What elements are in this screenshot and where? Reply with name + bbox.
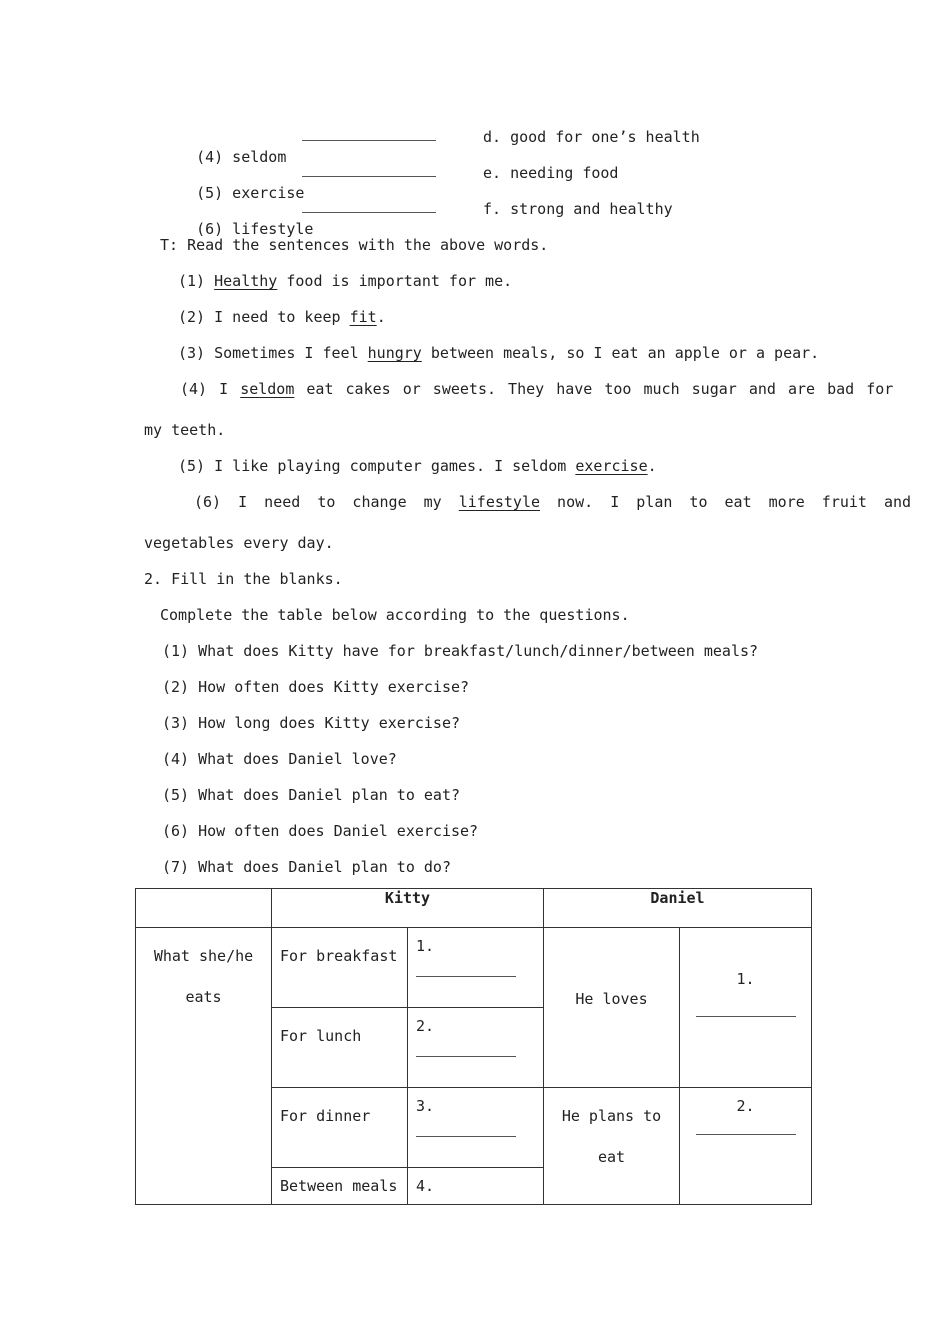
match-blank-6[interactable] [302,199,436,217]
sentence-text: (3) Sometimes I feel [178,344,368,362]
daniel-plans-label: He plans to eat [561,1107,662,1166]
sentence-5 [178,456,657,476]
sentence-text: (1) [178,272,215,290]
sentence-3 [178,343,819,363]
match-def-d: d. good for one’s health [483,128,700,146]
section-2-title: 2. Fill in the blanks. [144,570,343,588]
answer-number: 2. [736,1097,755,1115]
answer-number: 2. [416,1017,435,1035]
answer-blank[interactable] [416,1056,516,1057]
sentence-text: (4) I [180,380,241,398]
match-word: (4) seldom [196,148,287,166]
answer-number: 1. [416,937,435,955]
daniel-loves-cell [544,928,680,1088]
answer-blank[interactable] [416,1136,516,1137]
question-7: (7) What does Daniel plan to do? [162,858,451,876]
kitty-row-label [272,1168,408,1205]
underlined-word: lifestyle [458,493,541,511]
kitty-answer-cell[interactable] [408,928,544,1008]
match-word: (5) exercise [196,184,305,202]
table-corner-cell [136,889,272,928]
daniel-plans-cell [544,1088,680,1205]
question-4: (4) What does Daniel love? [162,750,397,768]
sentence-4-cont: my teeth. [144,421,226,439]
sentence-text: . [647,457,657,475]
read-instruction: T: Read the sentences with the above words. [160,236,549,254]
underlined-word: Healthy [214,272,278,290]
sentence-4 [180,379,893,399]
match-blank-5[interactable] [302,163,436,181]
answer-number: 3. [416,1097,435,1115]
sentence-text: food is important for me. [277,272,513,290]
answer-number: 1. [736,970,755,988]
answer-number: 4. [416,1177,435,1195]
header-kitty: Kitty [272,889,544,928]
daniel-loves-answer[interactable] [680,928,812,1088]
sentence-text: now. I plan to eat more fruit and [540,493,912,511]
question-6: (6) How often does Daniel exercise? [162,822,479,840]
sentence-2 [178,307,386,327]
section-2-instruction: Complete the table below according to the questions. [160,606,630,624]
underlined-word: hungry [367,344,422,362]
sentence-6-cont: vegetables every day. [144,534,334,552]
sentence-text: (2) I need to keep [178,308,350,326]
sentence-text: (6) I need to change my [194,493,459,511]
kitty-row-label [272,1088,408,1168]
sentence-text: . [376,308,386,326]
match-def-e: e. needing food [483,164,619,182]
sentence-6 [194,492,911,512]
daniel-loves-label: He loves [575,990,648,1008]
sentence-text: (5) I like playing computer games. I seldom [178,457,576,475]
sentence-1 [178,271,512,291]
row-label-cell [136,928,272,1205]
label-lunch: For lunch [280,1027,362,1045]
label-dinner: For dinner [280,1107,371,1125]
underlined-word: exercise [575,457,648,475]
match-item-5 [178,163,304,203]
answer-blank[interactable] [696,1016,796,1017]
match-def-f: f. strong and healthy [483,200,673,218]
underlined-word: fit [349,308,377,326]
answer-blank[interactable] [416,976,516,977]
label-between-meals: Between meals [280,1177,398,1195]
answer-table [135,888,812,1205]
question-1: (1) What does Kitty have for breakfast/lunch/dinner/between meals? [162,642,759,660]
question-2: (2) How often does Kitty exercise? [162,678,470,696]
underlined-word: seldom [240,380,295,398]
match-item-4 [178,127,286,167]
question-3: (3) How long does Kitty exercise? [162,714,461,732]
match-item-6 [178,199,313,239]
match-word: (6) lifestyle [196,220,314,238]
kitty-row-label [272,1008,408,1088]
kitty-answer-cell[interactable] [408,1008,544,1088]
kitty-answer-cell[interactable] [408,1088,544,1168]
question-5: (5) What does Daniel plan to eat? [162,786,461,804]
daniel-plans-answer[interactable] [680,1088,812,1205]
row-label: What she/he eats [153,947,254,1006]
kitty-answer-cell[interactable] [408,1168,544,1205]
sentence-text: between meals, so I eat an apple or a pear. [421,344,820,362]
kitty-row-label [272,928,408,1008]
sentence-text: eat cakes or sweets. They have too much sugar and are bad for [294,380,894,398]
match-blank-4[interactable] [302,127,436,145]
label-breakfast: For breakfast [280,947,398,965]
answer-blank[interactable] [696,1134,796,1135]
header-daniel: Daniel [544,889,812,928]
